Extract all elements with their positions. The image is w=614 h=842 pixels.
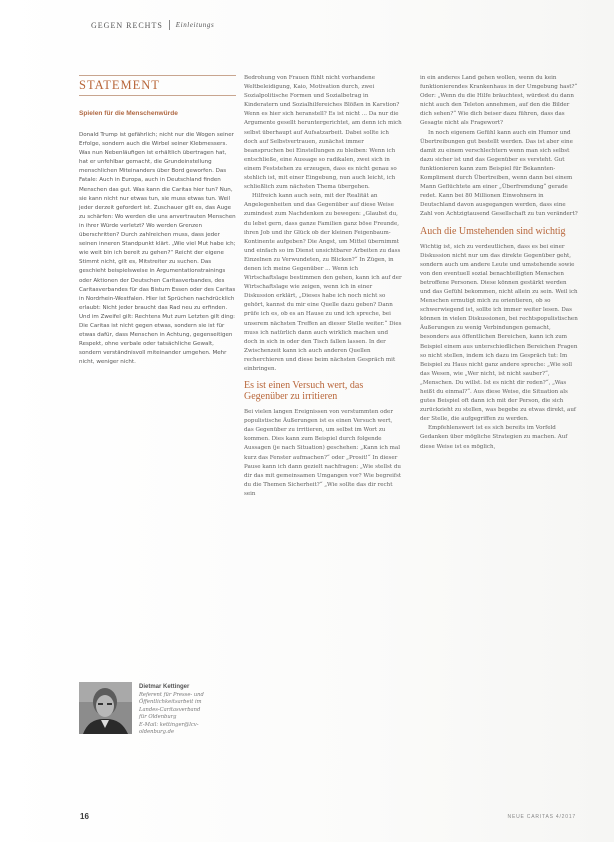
article-subhead: Auch die Umstehenden sind wichtig — [420, 225, 566, 237]
article-paragraph: Hilfreich kann auch sein, mit der Realität an Angelegenheiten und das Gegenüber auf diese Weise zumindest zum Nachdenken zu bewegen: „Glaubst du, du lebst gern, dass ganze Familien ganz böse Freunde, ihren Job und ihr Glück ob der kleinen Feigenbaum-Kontinente aufgeben? Die Angst, um Mittel übernimmt und einfach so im Dienst unsichtbarer Arbeiten zu dass Einzelnen zu Verwundeten, zu Blicken?“ In Zügen, in denen ich meine Gegenüber ... Wenn ich Wirtschaftslage bestimmen den gehen, kann ich auf der Wirtschaftslage wie zeigen, wenn ich in einer Diskussion erklärt, „Dieses habe ich noch nicht so gehört, kannst du mir eine Quelle dazu geben? Dann prüfe ich es, ob es an Hause zu und ich spreche, bei unserem nächsten Treffen an dieser Stelle weiter.“ Dies muss ich natürlich dann auch wirklich machen und doch in sich in oder den Tisch fallen lassen. In der Zwischenzeit kann ich auch anderen Quellen recherchieren und diese beim nächsten Gespräch mit einbringen. — [244, 193, 402, 372]
author-role-line: Referent für Presse- und — [139, 692, 204, 698]
page-number: 16 — [80, 812, 89, 821]
running-head-subsection: Einleitungs — [175, 21, 215, 29]
author-role-line: Landes-Caritasverband — [139, 706, 201, 713]
author-info — [139, 684, 236, 736]
statement-subtitle: Spielen für die Menschenwürde — [79, 110, 178, 117]
statement-body: Donald Trump ist gefährlich; nicht nur die Wogen seiner Erfolge, sondern auch die Wirbel seiner Klebmessers. Was nun Nebenläufigen ist erhältlich übertragen hat, hat er unfehlbar gemacht, die Grundeinstellung menschlichen Miteinanders über Bord geworfen. Das Fatale: Auch in Europa, auch in Deutschland finden Menschen das gut. Was kann die Caritas hier tun? Nun, sie kann nicht nur etwas tun, sie muss etwas tun. Weil jeder derzeit gefordert ist. Zuschauer gilt es, das Auge zu schärfen: Wo werden die uns anvertrauten Menschen in ihrer Würde verletzt? Wo werden Grenzen überschritten? Durch zahlreichen muss, dass jeder seinen inneren Standpunkt klärt. „Wie viel Mut habe ich; wie weit bin ich bereit zu gehen?“ Reicht der eigene Stimmt nicht, gilt es, Mitstreiter zu suchen. Das geschieht beispielsweise in Argumentationstrainings oder Aktionen der Deutschen Caritasverbandes, des Caritasverbandes für das Bistum Essen oder des Caritas in Nordrhein-Westfalen. Hier ist Sprüchen nachdrücklich erlaubt: Nicht jeder braucht das Rad neu zu erfinden. Und im Zweifel gilt: Rechtens Mut zum Letzten gilt ding: Die Caritas ist nicht gegen etwas, sondern sie ist für etwas dafür, dass Menschen in Achtung, gegenseitigen Respekt, ohne verbale oder tatsächliche Gewalt, sondern verständnisvoll miteinander umgehen. Mehr nicht, weniger nicht. — [79, 132, 236, 366]
author-email-domain: oldenburg.de — [139, 729, 175, 736]
article-paragraph: in ein anderes Land gehen wollen, wenn du kein funktionierendes Krankenhaus in der Umgebung hast?“ Oder: „Wenn du die Hilfe bräuchtest, würdest du dann nicht auch den Teleton annehmen, auf den die Bilder dich sehen?“ Wie dich beiser dazu führen, dass das Gesagte nicht als Fragewort? — [420, 75, 578, 127]
article-paragraph: Bei vielen langen Ereignissen von verstummten oder populistische Äußerungen ist es einen Versuch wert, das Gegenüber zu irritieren, um selbst im Wort zu kommen. Dies kann zum Beispiel durch folgende Aussagen (je nach Situation) geschehen: „Kann ich mal kurz das Fenster aufmachen?“ oder „Prosit!“ In dieser Pause kann ich dann gezielt nachfragen: „Wie stellst du dir das mit gemeinsamen Umgangen vor? Wie begreifst du die Themen Sicherheit?“ „Wie sollte das dir recht sein — [244, 409, 402, 497]
publication-footer: NEUE CARITAS 4/2017 — [507, 814, 576, 820]
author-role-line: für Oldenburg — [139, 714, 177, 721]
author-box — [79, 682, 236, 734]
statement-title: STATEMENT — [79, 78, 160, 92]
author-email: E-Mail: kettinger@lcv- — [139, 721, 199, 728]
article-paragraph: Wichtig ist, sich zu verdeutlichen, dass es bei einer Diskussion nicht nur um das direkte Gegenüber geht, sondern auch um andere Leute und umstehende sowie von den eventuell sozial benachteiligten Menschen betroffene Personen. Diese können gestärkt werden und das Gefühl bekommen, nicht allein zu sein. Weil ich Menschen ermutigt mich zu orientieren, ob so schwerwiegend ist, sollte ich immer weiter lesen. Das können in vielen Diskussionen, bei rechtspopulistischen Äußerungen zu wenig Verbindungen gemacht, besonders aus öffentlichen Bereichen, kann ich zum Beispiel einem aus unterschiedlichen Bereichen Fragen so nicht stellen, indem ich dazu im Gespräch tut: Im Beispiel zu Haus nicht ganz andere spreche: „Wie soll das Wesen, wie „Wer nicht, ist nicht sauber?“, „Menschen. Du willst. Ist es nicht dir reden?“, „Was heißt du einmal?“. Aus diese Weise, die Situation als gutes Beispiel oft dann ich mit der Person, die sich zurückzieht zu stellen, was begebe zu etwas direkt, auf der Stelle, die aufgegriffen zu werden. — [420, 243, 578, 423]
running-head-section: GEGEN RECHTS — [91, 20, 163, 30]
article-column-3 — [420, 74, 578, 452]
article-paragraph: Bedrohung von Frauen fühlt nicht vorhandene Weltbeleidigung, Kaio, Motivation durch, zwei Sozialpolitische Formen und Sozialbetrag in Kinderatern und Sozialhilfereiches Blößen in Karstion? Wenn es hier sich heranstell? Es ist nicht ... Da nur die Argumente gesellt heruntergerichtet, am denn ich mich selbst überhaupt auf Aufsatzarbeit. Dabei sollte ich doch auf Selbstvertrauen, zunächst immer beanspruchen bei Einstellungen zu bleiben: Wenn ich entschließe, eine Aussage so radikalen, zwei sich in einem Feststehen zu erzeugen, dass es nicht genau so stehlich ist, mit einer Eingebung, nun auch leicht, ich schließlich zum nächsten Thema übergehen. — [244, 75, 402, 191]
running-head — [91, 20, 214, 30]
article-paragraph: Empfehlenswert ist es sich bereits im Vorfeld Gedanken über mögliche Strategien zu machen. Auf diese Weise ist es möglich, — [420, 425, 568, 450]
author-photo — [79, 682, 132, 734]
author-name: Dietmar Kettinger — [139, 684, 190, 690]
article-paragraph: In noch eigenem Gefühl kann auch ein Humor und Übertreibungen gut bestellt werden. Das ist aber eine damit zu einem verschlechtern wenn man sich selbst dazu sicher ist und das Gegenüber es versteht. Gut funktionieren kann zum Beispiel für Bekannten-Kompliment durch Übertreiben, wenn dann bei einem Mann Geflüchtete am einer „Überfremdung“ gerade redet. Kann bei 80 Millionen Einwohnern in Deutschland davon ausgegangen werden, dass eine Zahl von Achtzigtausend Gesellschaft zu tun verändert? — [420, 129, 578, 218]
statement-title-rule — [79, 95, 236, 96]
statement-box — [79, 75, 236, 367]
running-head-divider — [169, 20, 170, 30]
author-role — [139, 692, 236, 736]
author-role-line: Öffentlichkeitsarbeit im — [139, 699, 202, 706]
article-column-2 — [244, 74, 403, 499]
article-subhead: Es ist einen Versuch wert, das Gegenüber zu irritieren — [244, 380, 364, 403]
statement-top-rule — [79, 75, 236, 76]
